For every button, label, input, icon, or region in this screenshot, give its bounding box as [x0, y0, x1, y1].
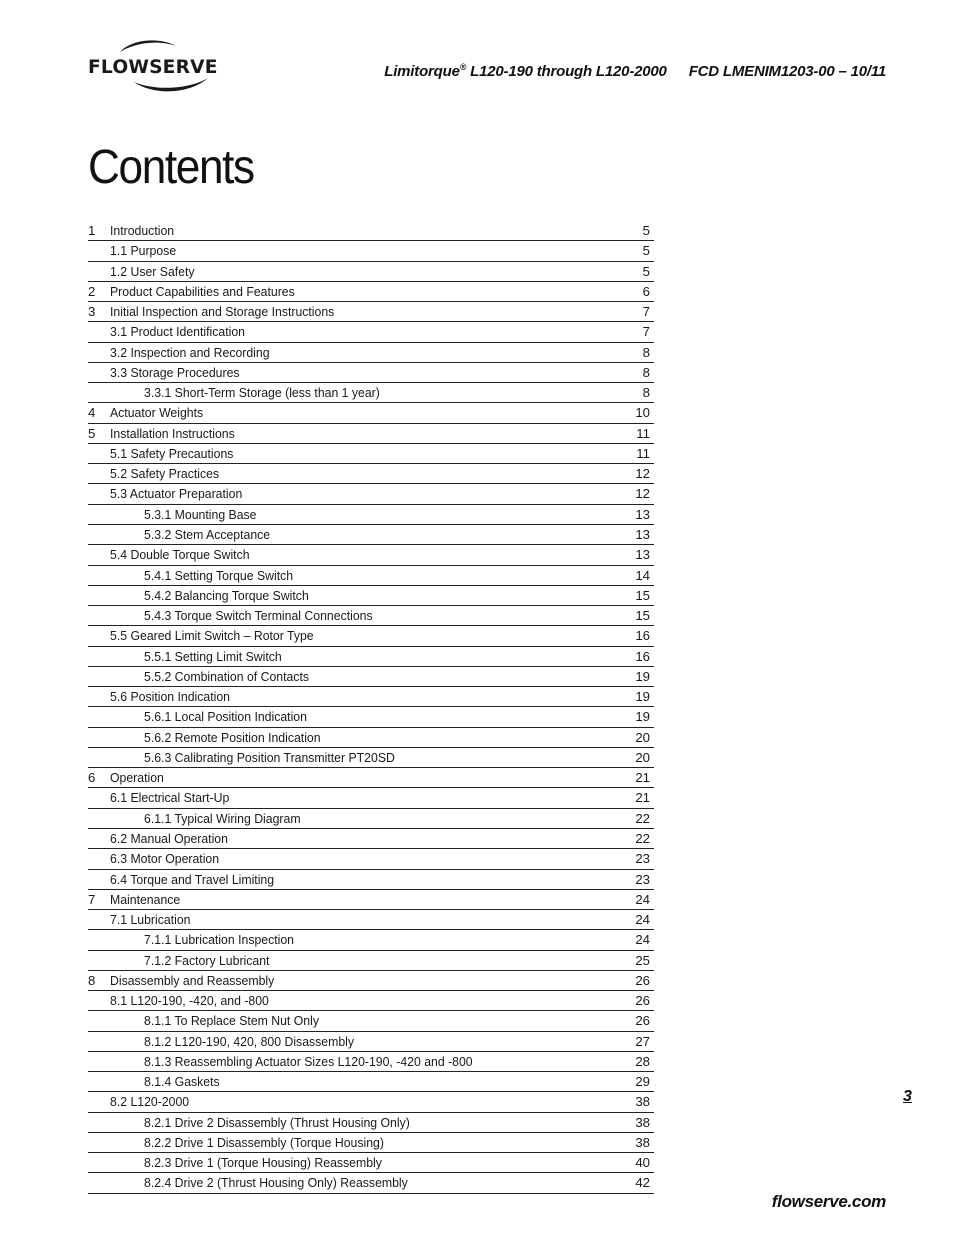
toc-entry-title: Disassembly and Reassembly — [110, 972, 275, 988]
toc-entry[interactable] — [88, 1032, 654, 1052]
toc-chapter-number: 3 — [88, 304, 96, 320]
toc-entry-title: 5.5.1 Setting Limit Switch — [144, 648, 282, 664]
toc-page-number: 12 — [635, 486, 650, 502]
toc-entry[interactable] — [88, 626, 654, 646]
flowserve-logo — [86, 38, 226, 96]
page-title: Contents — [88, 141, 254, 194]
toc-entry[interactable] — [88, 403, 654, 423]
toc-entry-title: 5.6.2 Remote Position Indication — [144, 729, 321, 745]
toc-entry[interactable] — [88, 241, 654, 261]
toc-entry[interactable] — [88, 322, 654, 342]
document-header — [384, 62, 886, 80]
toc-entry[interactable] — [88, 262, 654, 282]
toc-page-number: 38 — [635, 1094, 650, 1110]
product-range: L120-190 through L120-2000 — [470, 63, 667, 80]
toc-entry[interactable] — [88, 809, 654, 829]
toc-entry[interactable] — [88, 788, 654, 808]
toc-entry-title: 5.5.2 Combination of Contacts — [144, 668, 309, 684]
toc-entry-title: 5.4.2 Balancing Torque Switch — [144, 587, 309, 603]
toc-entry[interactable] — [88, 464, 654, 484]
toc-entry-title: 6.1 Electrical Start-Up — [110, 790, 230, 806]
toc-page-number: 5 — [642, 223, 650, 238]
toc-entry-title: 8.2.1 Drive 2 Disassembly (Thrust Housing Only) — [144, 1114, 410, 1130]
toc-page-number: 24 — [635, 891, 650, 907]
toc-page-number: 14 — [635, 567, 650, 583]
toc-entry[interactable] — [88, 748, 654, 768]
toc-entry-title: 8.2.3 Drive 1 (Torque Housing) Reassembly — [144, 1155, 382, 1171]
toc-entry[interactable] — [88, 991, 654, 1011]
toc-page-number: 16 — [635, 648, 650, 664]
toc-entry[interactable] — [88, 566, 654, 586]
toc-page-number: 21 — [635, 790, 650, 806]
toc-entry[interactable] — [88, 687, 654, 707]
toc-entry[interactable] — [88, 768, 654, 788]
toc-entry-title: 1.2 User Safety — [110, 263, 195, 279]
toc-page-number: 26 — [635, 1013, 650, 1029]
toc-entry-title: 6.4 Torque and Travel Limiting — [110, 871, 275, 887]
toc-entry-title: 5.1 Safety Precautions — [110, 445, 234, 461]
toc-page-number: 5 — [642, 263, 650, 279]
toc-page-number: 24 — [635, 912, 650, 928]
toc-page-number: 19 — [635, 709, 650, 725]
toc-entry-title: 5.5 Geared Limit Switch – Rotor Type — [110, 628, 314, 644]
toc-entry-title: 7.1 Lubrication — [110, 912, 191, 928]
toc-entry[interactable] — [88, 383, 654, 403]
toc-chapter-number: 1 — [88, 223, 96, 238]
toc-entry-title: 8.1.3 Reassembling Actuator Sizes L120-190, -420 and -800 — [144, 1053, 473, 1069]
toc-entry-title: 7.1.1 Lubrication Inspection — [144, 932, 295, 948]
toc-page-number: 12 — [635, 466, 650, 482]
toc-chapter-number: 5 — [88, 425, 96, 441]
toc-page-number: 28 — [635, 1053, 650, 1069]
toc-entry-title: 7.1.2 Factory Lubricant — [144, 952, 270, 968]
toc-page-number: 15 — [635, 587, 650, 603]
toc-entry-title: 5.4 Double Torque Switch — [110, 547, 250, 563]
toc-page-number: 42 — [635, 1175, 650, 1191]
toc-entry[interactable] — [88, 1052, 654, 1072]
toc-entry-title: Actuator Weights — [110, 405, 204, 421]
toc-entry-title: 8.2 L120-2000 — [110, 1094, 190, 1110]
toc-page-number: 29 — [635, 1074, 650, 1090]
product-name: Limitorque — [384, 63, 460, 80]
toc-entry-title: 3.2 Inspection and Recording — [110, 344, 270, 360]
toc-entry-title: 6.2 Manual Operation — [110, 830, 228, 846]
toc-entry[interactable] — [88, 424, 654, 444]
toc-page-number: 20 — [635, 749, 650, 765]
toc-entry[interactable] — [88, 302, 654, 322]
toc-entry[interactable] — [88, 505, 654, 525]
toc-page-number: 13 — [635, 506, 650, 522]
toc-page-number: 24 — [635, 932, 650, 948]
toc-page-number: 6 — [642, 283, 650, 299]
toc-entry[interactable] — [88, 728, 654, 748]
toc-entry[interactable] — [88, 221, 654, 241]
toc-entry-title: 5.6.3 Calibrating Position Transmitter PT20SD — [144, 749, 395, 765]
toc-page-number: 25 — [635, 952, 650, 968]
toc-entry[interactable] — [88, 363, 654, 383]
toc-entry[interactable] — [88, 647, 654, 667]
toc-page-number: 15 — [635, 608, 650, 624]
toc-entry-title: Maintenance — [110, 891, 181, 907]
registered-mark: ® — [459, 62, 467, 72]
toc-entry[interactable] — [88, 910, 654, 930]
toc-entry-title: Operation — [110, 770, 164, 786]
toc-entry-title: 5.3.2 Stem Acceptance — [144, 526, 271, 542]
toc-page-number: 22 — [635, 830, 650, 846]
toc-entry-title: 5.6.1 Local Position Indication — [144, 709, 307, 725]
toc-page-number: 11 — [636, 445, 650, 461]
toc-entry[interactable] — [88, 829, 654, 849]
toc-page-number: 38 — [635, 1134, 650, 1150]
toc-page-number: 20 — [635, 729, 650, 745]
toc-entry[interactable] — [88, 606, 654, 626]
toc-entry[interactable] — [88, 971, 654, 991]
toc-entry[interactable] — [88, 1173, 654, 1193]
toc-entry[interactable] — [88, 586, 654, 606]
toc-chapter-number: 2 — [88, 283, 96, 299]
toc-page-number: 8 — [642, 385, 650, 401]
toc-entry-title: 5.4.3 Torque Switch Terminal Connections — [144, 608, 373, 624]
toc-entry-title: Installation Instructions — [110, 425, 235, 441]
toc-page-number: 19 — [635, 668, 650, 684]
toc-entry[interactable] — [88, 707, 654, 727]
toc-entry[interactable] — [88, 1153, 654, 1173]
toc-page-number: 23 — [635, 871, 650, 887]
toc-entry-title: 6.1.1 Typical Wiring Diagram — [144, 810, 301, 826]
toc-page-number: 7 — [642, 324, 650, 340]
toc-entry[interactable] — [88, 1072, 654, 1092]
toc-entry-title: 8.1.4 Gaskets — [144, 1074, 220, 1090]
toc-chapter-number: 4 — [88, 405, 96, 421]
toc-page-number: 38 — [635, 1114, 650, 1130]
brand-name: FLOWSERVE — [88, 56, 218, 78]
toc-page-number: 27 — [635, 1033, 650, 1049]
toc-page-number: 16 — [635, 628, 650, 644]
toc-entry-title: Product Capabilities and Features — [110, 283, 295, 299]
toc-entry-title: 5.2 Safety Practices — [110, 466, 220, 482]
toc-entry-title: 5.6 Position Indication — [110, 689, 230, 705]
toc-entry-title: 8.1 L120-190, -420, and -800 — [110, 993, 269, 1009]
table-of-contents — [88, 221, 654, 1194]
toc-entry-title: 8.2.2 Drive 1 Disassembly (Torque Housing) — [144, 1134, 384, 1150]
toc-entry[interactable] — [88, 1011, 654, 1031]
toc-entry[interactable] — [88, 890, 654, 910]
toc-chapter-number: 7 — [88, 891, 96, 907]
toc-entry-title: Initial Inspection and Storage Instructions — [110, 304, 335, 320]
toc-entry[interactable] — [88, 1092, 654, 1112]
toc-entry[interactable] — [88, 930, 654, 950]
toc-entry-title: 5.3 Actuator Preparation — [110, 486, 243, 502]
toc-entry[interactable] — [88, 484, 654, 504]
toc-page-number: 13 — [635, 526, 650, 542]
toc-entry[interactable] — [88, 1133, 654, 1153]
toc-chapter-number: 8 — [88, 972, 96, 988]
toc-page-number: 40 — [635, 1155, 650, 1171]
toc-entry-title: 3.1 Product Identification — [110, 324, 245, 340]
toc-entry[interactable] — [88, 1113, 654, 1133]
toc-entry-title: 6.3 Motor Operation — [110, 851, 220, 867]
toc-page-number: 23 — [635, 851, 650, 867]
toc-entry-title: 3.3.1 Short-Term Storage (less than 1 year) — [144, 385, 380, 401]
toc-entry-title: 5.4.1 Setting Torque Switch — [144, 567, 294, 583]
toc-entry[interactable] — [88, 525, 654, 545]
toc-page-number: 19 — [635, 689, 650, 705]
toc-page-number: 7 — [642, 304, 650, 320]
toc-entry[interactable] — [88, 951, 654, 971]
toc-page-number: 11 — [636, 425, 650, 441]
toc-chapter-number: 6 — [88, 770, 96, 786]
toc-entry-title: 5.3.1 Mounting Base — [144, 506, 257, 522]
toc-entry-title: 1.1 Purpose — [110, 243, 177, 259]
toc-entry-title: 8.2.4 Drive 2 (Thrust Housing Only) Reassembly — [144, 1175, 408, 1191]
toc-entry-title: 8.1.1 To Replace Stem Nut Only — [144, 1013, 319, 1029]
toc-page-number: 26 — [635, 972, 650, 988]
toc-entry-title: Introduction — [110, 223, 175, 238]
toc-entry[interactable] — [88, 545, 654, 565]
toc-entry[interactable] — [88, 343, 654, 363]
document-code: FCD LMENIM1203-00 – 10/11 — [688, 63, 886, 80]
toc-page-number: 10 — [635, 405, 650, 421]
toc-page-number: 22 — [635, 810, 650, 826]
toc-entry[interactable] — [88, 667, 654, 687]
toc-entry[interactable] — [88, 444, 654, 464]
toc-page-number: 8 — [642, 344, 650, 360]
toc-page-number: 8 — [642, 364, 650, 380]
toc-entry-title: 8.1.2 L120-190, 420, 800 Disassembly — [144, 1033, 355, 1049]
toc-entry-title: 3.3 Storage Procedures — [110, 364, 240, 380]
footer-url[interactable]: flowserve.com — [771, 1192, 886, 1211]
toc-entry[interactable] — [88, 870, 654, 890]
page-number: 3 — [903, 1088, 912, 1105]
toc-page-number: 21 — [635, 770, 650, 786]
toc-page-number: 13 — [635, 547, 650, 563]
toc-page-number: 26 — [635, 993, 650, 1009]
toc-page-number: 5 — [642, 243, 650, 259]
toc-entry[interactable] — [88, 282, 654, 302]
toc-entry[interactable] — [88, 849, 654, 869]
